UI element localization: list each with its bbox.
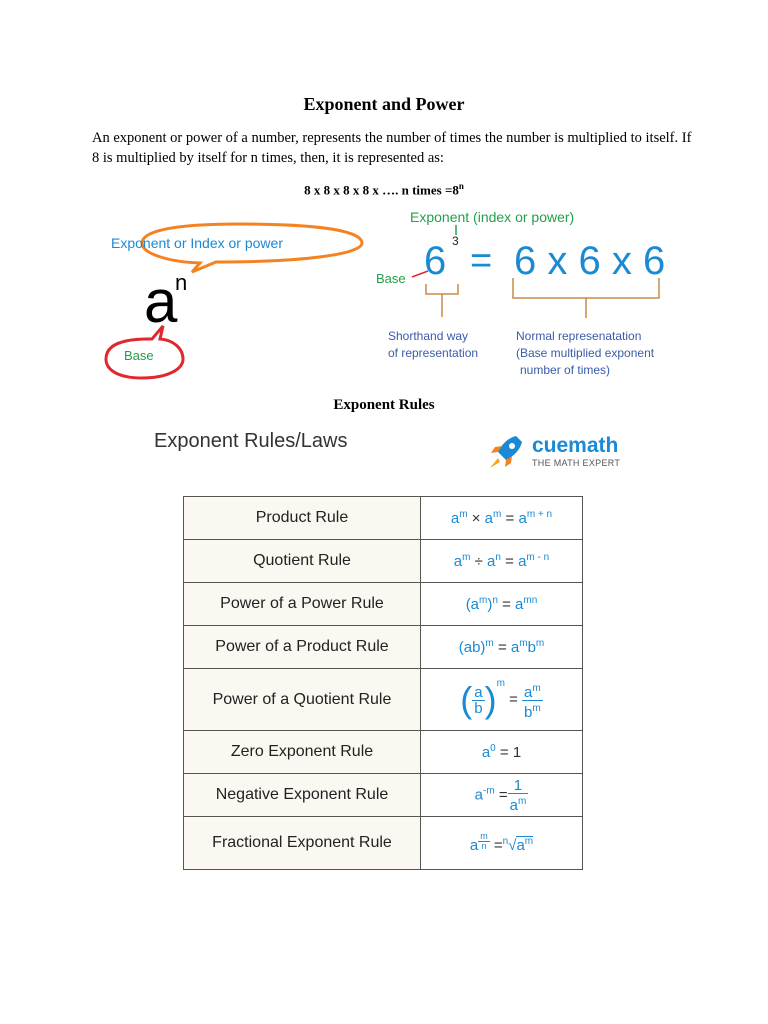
cuemath-logo — [486, 432, 626, 472]
normal-caption-line3: number of times) — [520, 363, 611, 377]
normal-caption-line1: Normal represenatation — [516, 329, 642, 343]
rule-formula: $(ab)^m = a^mb^m$ — [421, 626, 583, 669]
exponent-bubble-label: Exponent or Index or power — [111, 235, 283, 251]
formula-superscript: n — [458, 181, 464, 191]
table-row — [184, 583, 583, 626]
table-row — [184, 497, 583, 540]
base-letter: a — [144, 268, 178, 335]
rule-name: Power of a Product Rule — [184, 626, 421, 669]
table-row — [184, 774, 583, 817]
exponent-value: 3 — [452, 234, 459, 248]
exponent-index-label: Exponent (index or power) — [410, 209, 575, 225]
page-title: Exponent and Power — [303, 94, 465, 114]
example-formula — [0, 181, 768, 198]
table-row — [184, 731, 583, 774]
rule-formula: $a^0 = 1$ — [421, 731, 583, 774]
expansion-value: 6 x 6 x 6 — [514, 239, 666, 283]
rule-formula: a $^{\frac{m}{n}}$ $=^n√a^m$ — [421, 817, 583, 870]
table-row — [184, 669, 583, 731]
rule-name: Fractional Exponent Rule — [184, 817, 421, 870]
rule-formula: $a^{-m}$ = $\frac{1}{a^m}$ — [421, 774, 583, 817]
logo-tagline: THE MATH EXPERT — [532, 458, 621, 468]
rule-formula: ( $\frac{a}{b}$ )$^m$ = $\frac{a^m}{b^m}$ — [421, 669, 583, 731]
rule-formula: $a^m \times a^m = a^{m + n}$ — [421, 497, 583, 540]
equals-sign: = — [470, 240, 493, 282]
base-value: 6 — [424, 239, 447, 283]
rule-formula: $a^m \div a^n = a^{m - n}$ — [421, 540, 583, 583]
exponent-letter: n — [175, 270, 188, 295]
exponent-rules-table — [183, 496, 583, 870]
base-bubble-label: Base — [124, 348, 154, 363]
shorthand-bracket — [426, 284, 458, 317]
base-label: Base — [376, 271, 406, 286]
rule-name: Negative Exponent Rule — [184, 774, 421, 817]
shorthand-caption-line2: of representation — [388, 346, 479, 360]
normal-caption-line2: (Base multiplied exponent — [516, 346, 655, 360]
logo-name: cuemath — [532, 434, 619, 457]
shorthand-caption-line1: Shorthand way — [388, 329, 469, 343]
rule-name: Power of a Quotient Rule — [184, 669, 421, 731]
exponent-notation-diagram — [100, 212, 380, 387]
rule-name: Power of a Power Rule — [184, 583, 421, 626]
table-row — [184, 817, 583, 870]
normal-bracket — [513, 278, 659, 318]
rules-heading: Exponent Rules — [333, 397, 435, 413]
table-row — [184, 540, 583, 583]
rule-name: Zero Exponent Rule — [184, 731, 421, 774]
rules-image-title: Exponent Rules/Laws — [154, 430, 348, 452]
intro-paragraph: An exponent or power of a number, represents the number of times the number is multiplied to itself. If 8 is multiplied by itself for n times, then, it is represented as: — [92, 130, 692, 166]
rocket-icon — [486, 432, 528, 472]
power-example-diagram — [370, 205, 670, 385]
formula-text: 8 x 8 x 8 x 8 x …. n times =8 — [304, 182, 459, 198]
rule-name: Product Rule — [184, 497, 421, 540]
table-row — [184, 626, 583, 669]
rule-formula: $(a^m)^n = a^{mn}$ — [421, 583, 583, 626]
normal-caption — [516, 328, 676, 379]
rule-name: Quotient Rule — [184, 540, 421, 583]
shorthand-caption — [388, 328, 498, 362]
